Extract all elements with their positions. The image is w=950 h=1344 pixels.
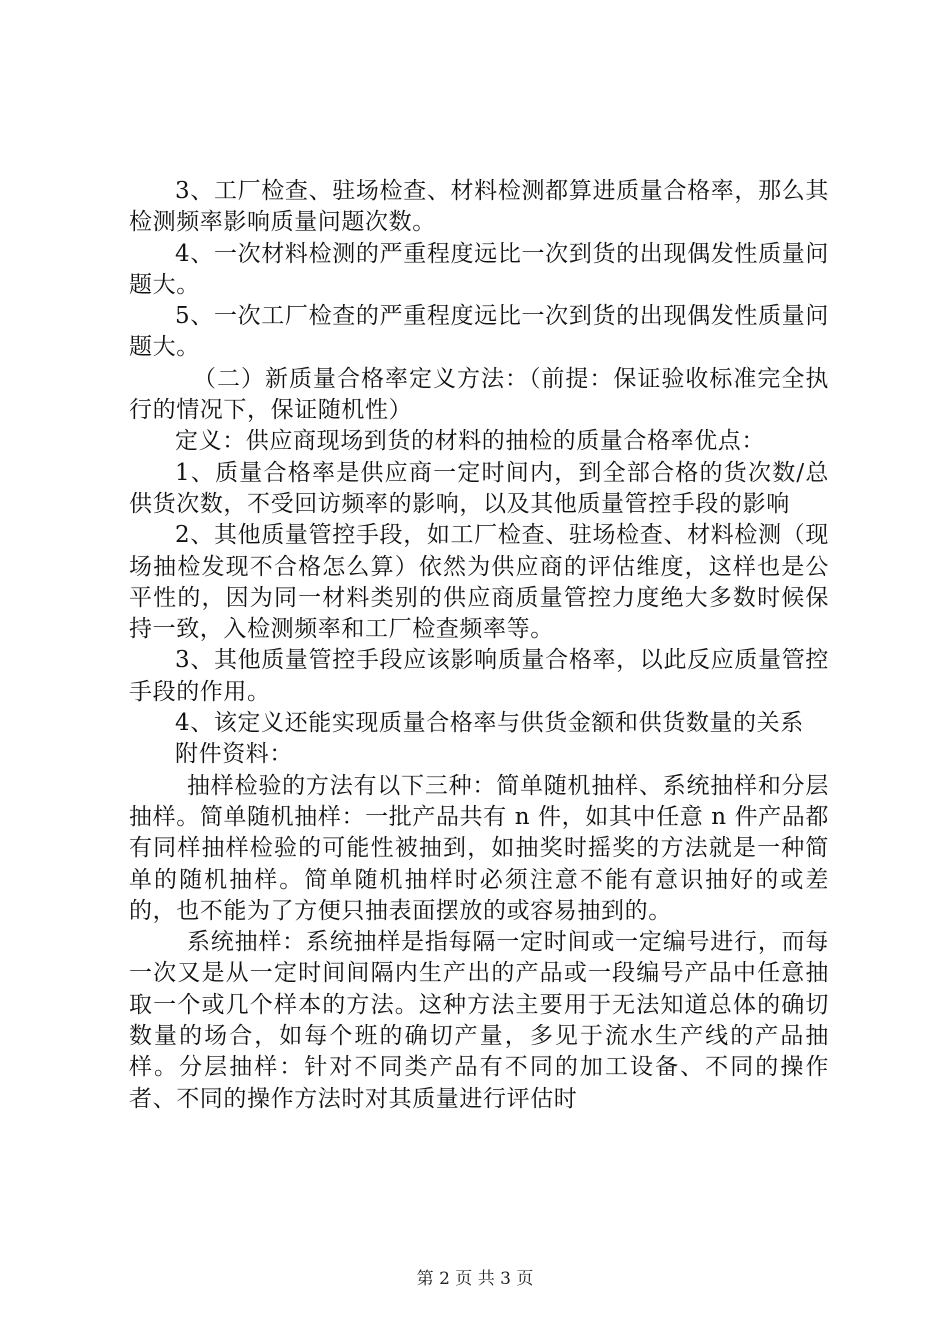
paragraph-item-5: 5、一次工厂检查的严重程度远比一次到货的出现偶发性质量问题大。 [129,303,829,361]
paragraph-advantage-4: 4、该定义还能实现质量合格率与供货金额和供货数量的关系 [175,710,804,737]
paragraph-attachment-heading: 附件资料： [175,741,293,768]
paragraph-definition: 定义：供应商现场到货的材料的抽检的质量合格率优点： [175,428,765,455]
document-body [129,176,829,1115]
paragraph-advantage-2: 2、其他质量管控手段，如工厂检查、驻场检查、材料检测（现场抽检发现不合格怎么算）依然为供应商的评估维度，这样也是公平性的，因为同一材料类别的供应商质量管控力度绝大多数时候保持一致，入检测频率和工厂检查频率等。 [129,522,829,643]
paragraph-item-4: 4、一次材料检测的严重程度远比一次到货的出现偶发性质量问题大。 [129,240,829,298]
paragraph-item-3: 3、工厂检查、驻场检查、材料检测都算进质量合格率，那么其检测频率影响质量问题次数。 [129,178,829,236]
paragraph-systematic-sampling: 系统抽样：系统抽样是指每隔一定时间或一定编号进行，而每一次又是从一定时间间隔内生产出的产品或一段编号产品中任意抽取一个或几个样本的方法。这种方法主要用于无法知道总体的确切数量的场合，如每个班的确切产量，多见于流水生产线的产品抽样。分层抽样：针对不同类产品有不同的加工设备、不同的操作者、不同的操作方法时对其质量进行评估时 [129,929,829,1112]
paragraph-advantage-1: 1、质量合格率是供应商一定时间内，到全部合格的货次数/总供货次数，不受回访频率的影响，以及其他质量管控手段的影响 [129,459,829,517]
section-heading-new-definition: （二）新质量合格率定义方法：（前提：保证验收标准完全执行的情况下，保证随机性） [129,365,829,424]
paragraph-sampling-methods: 抽样检验的方法有以下三种：简单随机抽样、系统抽样和分层抽样。简单随机抽样：一批产品共有 n 件，如其中任意 n 件产品都有同样抽样检验的可能性被抽到，如抽奖时摇奖的方法就是一种简单的随机抽样。简单随机抽样时必须注意不能有意识抽好的或差的，也不能为了方便只抽表面摆放的或容易抽到的。 [129,772,829,924]
paragraph-advantage-3: 3、其他质量管控手段应该影响质量合格率，以此反应质量管控手段的作用。 [129,647,829,705]
page-footer: 第 2 页 共 3 页 [416,1269,534,1289]
